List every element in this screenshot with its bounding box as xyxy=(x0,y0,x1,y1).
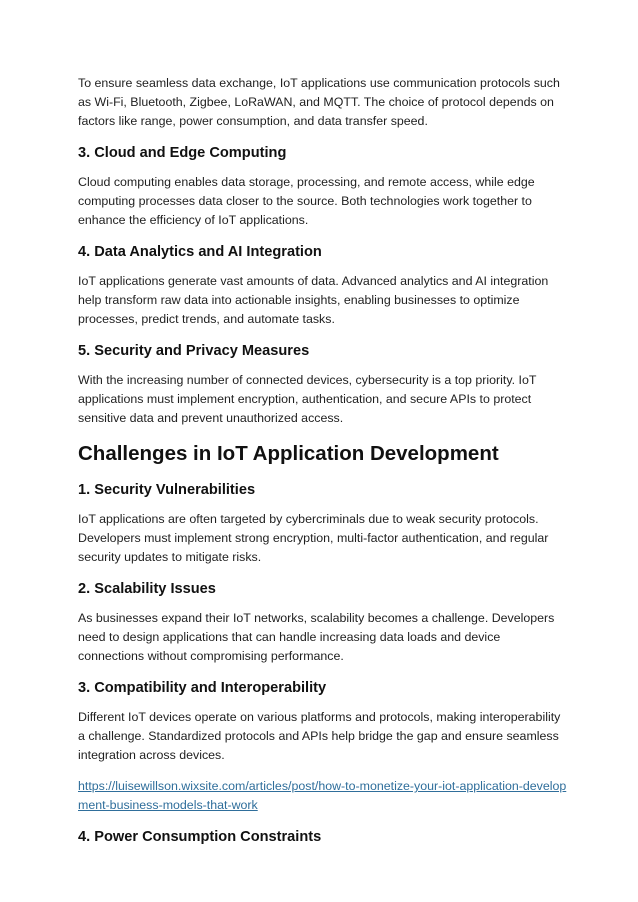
heading-compatibility-interoperability: 3. Compatibility and Interoperability xyxy=(78,680,327,696)
article-link[interactable]: https://luisewillson.wixsite.com/articles/post/how-to-monetize-your-iot-application-development-business-models-that-work xyxy=(78,779,567,812)
heading-power-consumption: 4. Power Consumption Constraints xyxy=(78,829,322,845)
paragraph-cloud-edge: Cloud computing enables data storage, processing, and remote access, while edge computing processes data closer to the source. Both technologies work together to enhance the efficiency of IoT applications. xyxy=(78,175,535,227)
heading-security-privacy: 5. Security and Privacy Measures xyxy=(78,343,310,359)
paragraph-security-vulnerabilities: IoT applications are often targeted by cybercriminals due to weak security protocols. Developers must implement strong encryption, multi-factor authentication, and regular security updates to mitigate risks. xyxy=(78,512,549,564)
paragraph-scalability: As businesses expand their IoT networks, scalability becomes a challenge. Developers need to design applications that can handle increasing data loads and device connections without compromising performance. xyxy=(78,611,555,663)
document-page xyxy=(78,74,568,857)
heading-data-analytics-ai: 4. Data Analytics and AI Integration xyxy=(78,244,322,260)
section-title-challenges: Challenges in IoT Application Development xyxy=(78,442,499,465)
paragraph-protocols: To ensure seamless data exchange, IoT applications use communication protocols such as Wi-Fi, Bluetooth, Zigbee, LoRaWAN, and MQTT. The choice of protocol depends on factors like range, power consumption, and data transfer speed. xyxy=(78,76,560,128)
heading-cloud-edge-computing: 3. Cloud and Edge Computing xyxy=(78,145,287,161)
heading-security-vulnerabilities: 1. Security Vulnerabilities xyxy=(78,482,256,498)
paragraph-data-analytics: IoT applications generate vast amounts of data. Advanced analytics and AI integration help transform raw data into actionable insights, enabling businesses to optimize processes, predict trends, and automate tasks. xyxy=(78,274,549,326)
paragraph-security-privacy: With the increasing number of connected devices, cybersecurity is a top priority. IoT applications must implement encryption, authentication, and secure APIs to protect sensitive data and prevent unauthorized access. xyxy=(78,373,537,425)
heading-scalability-issues: 2. Scalability Issues xyxy=(78,581,216,597)
paragraph-compatibility: Different IoT devices operate on various platforms and protocols, making interoperability a challenge. Standardized protocols and APIs help bridge the gap and ensure seamless integration across devices. xyxy=(78,710,561,762)
